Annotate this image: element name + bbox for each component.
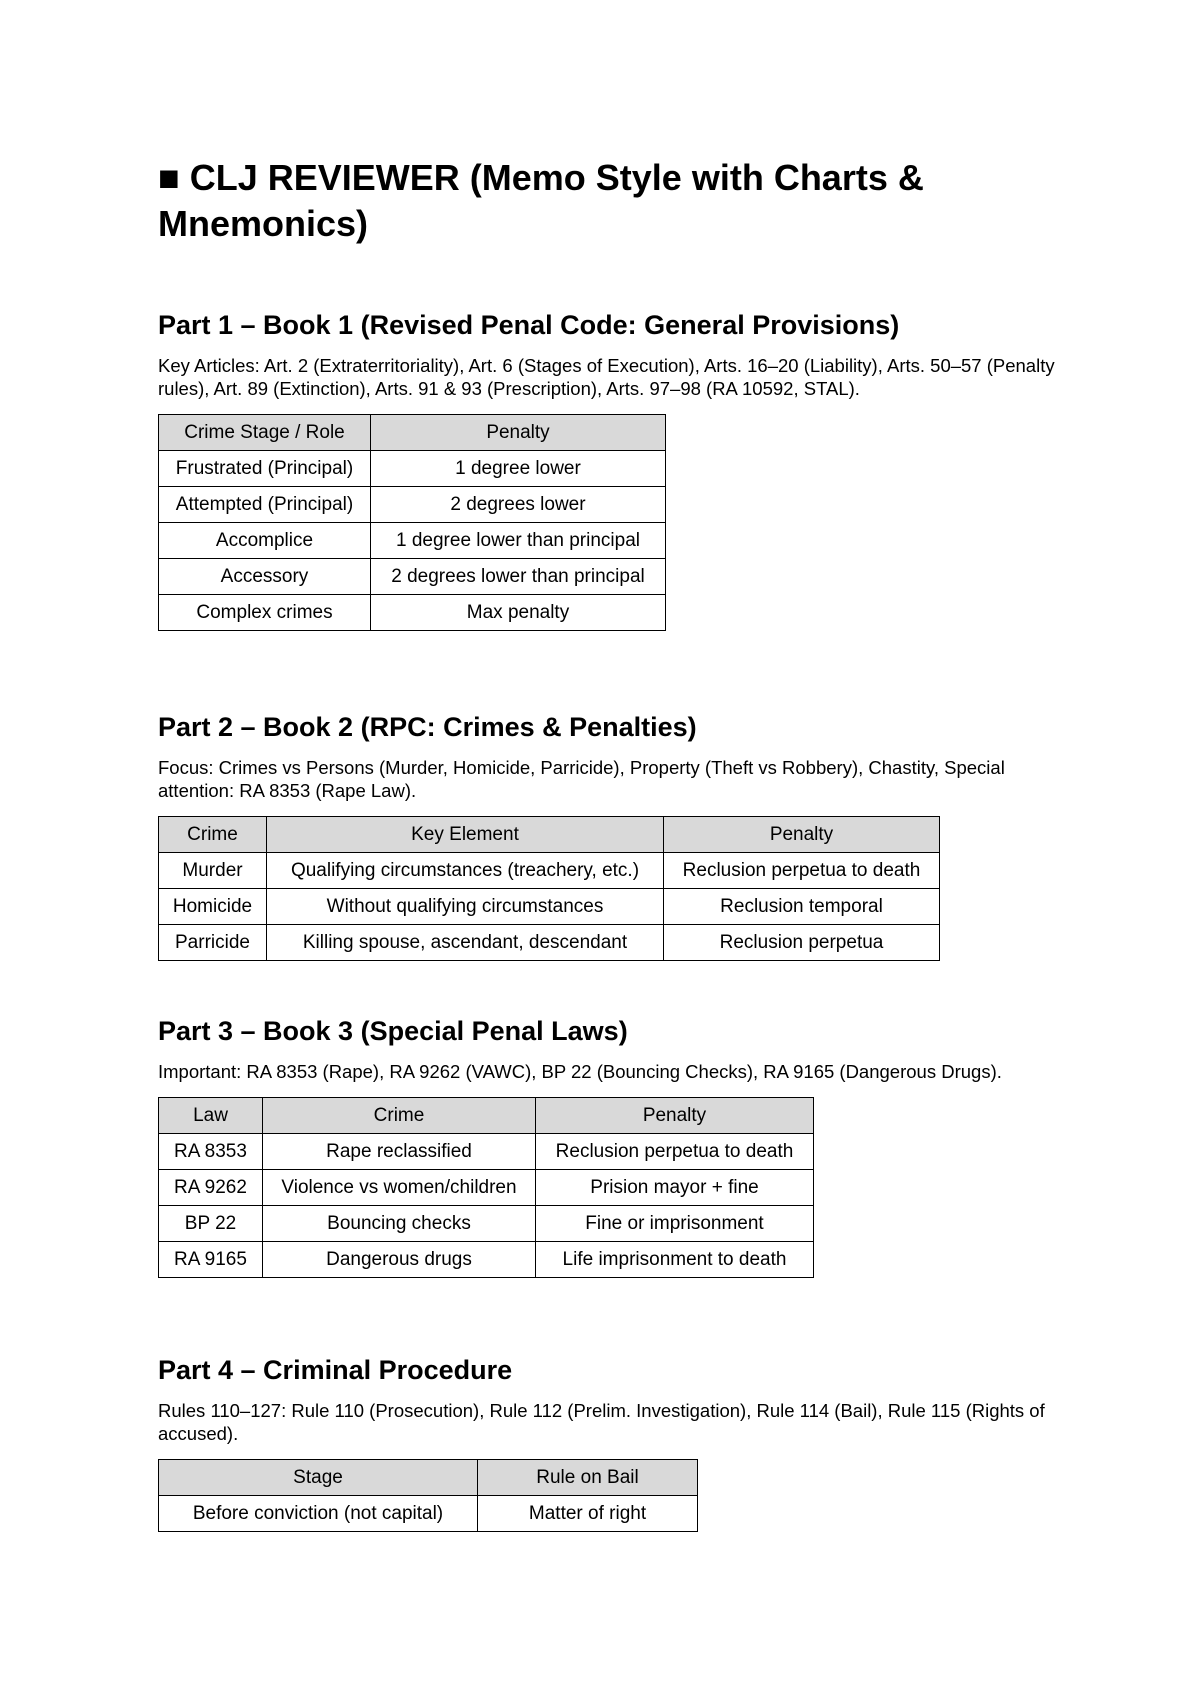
table-header-cell: Penalty [371,415,666,451]
section-part-4 [158,1353,1058,1532]
table-cell: Complex crimes [159,595,371,631]
section-heading: Part 1 – Book 1 (Revised Penal Code: General Provisions) [158,310,900,340]
table-header-cell: Crime [263,1098,536,1134]
table-cell: Dangerous drugs [263,1242,536,1278]
table-row [159,853,940,889]
section-text: Focus: Crimes vs Persons (Murder, Homicide, Parricide), Property (Theft vs Robbery), Chastity, Special attention: RA 8353 (Rape Law). [158,757,1005,801]
table-cell: Before conviction (not capital) [159,1496,478,1532]
section-heading: Part 4 – Criminal Procedure [158,1355,513,1385]
table-cell: Prision mayor + fine [536,1170,814,1206]
table-header-cell: Key Element [267,817,664,853]
table-cell: Matter of right [478,1496,698,1532]
table-header-row [159,1098,814,1134]
penalty-table [158,414,666,631]
table-cell: Max penalty [371,595,666,631]
section-text: Important: RA 8353 (Rape), RA 9262 (VAWC), BP 22 (Bouncing Checks), RA 9165 (Dangerous Drugs). [158,1061,1002,1082]
table-header-cell: Rule on Bail [478,1460,698,1496]
table-cell: 2 degrees lower than principal [371,559,666,595]
table-row [159,559,666,595]
table-cell: Reclusion perpetua to death [664,853,940,889]
section-part-3 [158,1014,1058,1278]
table-cell: Bouncing checks [263,1206,536,1242]
table-row [159,451,666,487]
table-cell: RA 8353 [159,1134,263,1170]
table-cell: 1 degree lower [371,451,666,487]
section-text: Key Articles: Art. 2 (Extraterritoriality), Art. 6 (Stages of Execution), Arts. 16–20 (Liability), Arts. 50–57 (Penalty rules), Art. 89 (Extinction), Arts. 91 & 93 (Prescription), Arts. 97–98 (RA 10592, STAL). [158,355,1055,399]
table-cell: Fine or imprisonment [536,1206,814,1242]
table-row [159,1134,814,1170]
table-cell: Violence vs women/children [263,1170,536,1206]
table-cell: Attempted (Principal) [159,487,371,523]
table-header-row [159,415,666,451]
table-row [159,487,666,523]
table-row [159,1242,814,1278]
table-cell: RA 9165 [159,1242,263,1278]
section-heading: Part 3 – Book 3 (Special Penal Laws) [158,1016,628,1046]
section-part-2 [158,710,1058,961]
table-cell: Homicide [159,889,267,925]
table-header-cell: Stage [159,1460,478,1496]
table-cell: Parricide [159,925,267,961]
table-cell: Frustrated (Principal) [159,451,371,487]
section-part-1 [158,308,1058,631]
table-cell: Reclusion perpetua to death [536,1134,814,1170]
table-cell: Murder [159,853,267,889]
table-cell: Reclusion perpetua [664,925,940,961]
table-cell: Qualifying circumstances (treachery, etc.) [267,853,664,889]
table-row [159,1206,814,1242]
table-cell: BP 22 [159,1206,263,1242]
crimes-table [158,816,940,961]
table-cell: Reclusion temporal [664,889,940,925]
table-row [159,1170,814,1206]
table-cell: Accomplice [159,523,371,559]
table-header-cell: Penalty [536,1098,814,1134]
table-header-cell: Crime Stage / Role [159,415,371,451]
section-heading: Part 2 – Book 2 (RPC: Crimes & Penalties) [158,712,697,742]
bail-table [158,1459,698,1532]
table-row [159,595,666,631]
table-cell: Accessory [159,559,371,595]
special-laws-table [158,1097,814,1278]
table-cell: Rape reclassified [263,1134,536,1170]
table-header-cell: Crime [159,817,267,853]
table-row [159,523,666,559]
table-header-cell: Penalty [664,817,940,853]
section-text: Rules 110–127: Rule 110 (Prosecution), Rule 112 (Prelim. Investigation), Rule 114 (Bail), Rule 115 (Rights of accused). [158,1400,1045,1444]
table-header-row [159,817,940,853]
table-cell: RA 9262 [159,1170,263,1206]
table-cell: 1 degree lower than principal [371,523,666,559]
page-title: ■ CLJ REVIEWER (Memo Style with Charts & Mnemonics) [158,157,924,244]
table-cell: Life imprisonment to death [536,1242,814,1278]
table-cell: Killing spouse, ascendant, descendant [267,925,664,961]
table-header-cell: Law [159,1098,263,1134]
table-row [159,925,940,961]
table-header-row [159,1460,698,1496]
table-row [159,889,940,925]
table-cell: Without qualifying circumstances [267,889,664,925]
table-cell: 2 degrees lower [371,487,666,523]
table-row [159,1496,698,1532]
